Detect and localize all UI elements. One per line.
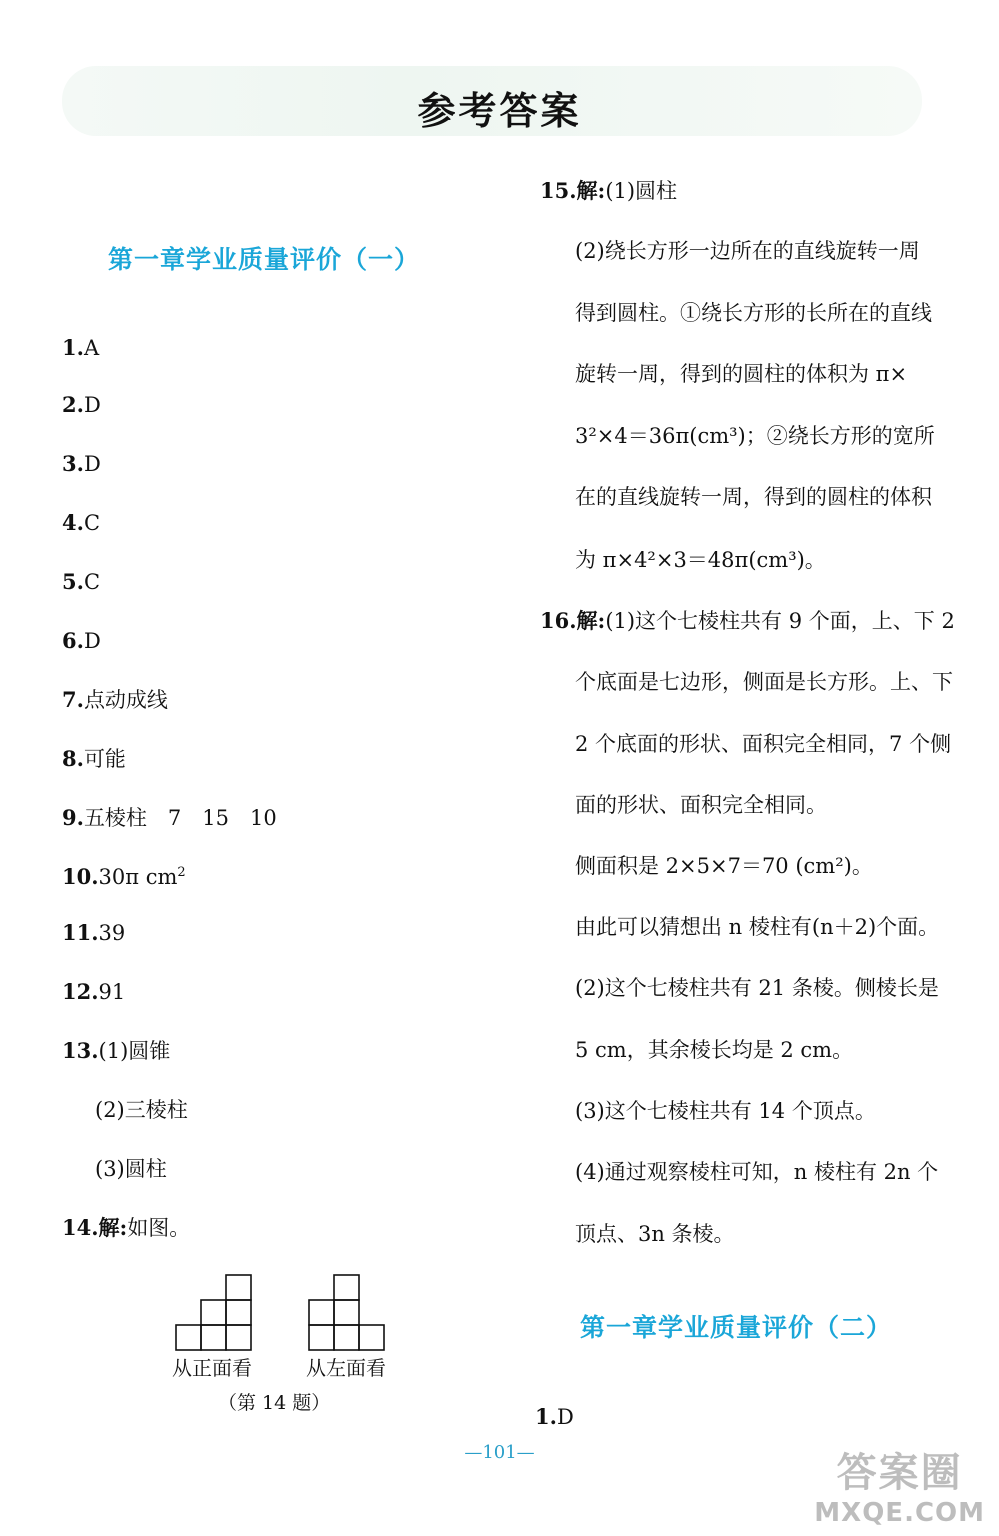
- answer-15-line: 得到圆柱。①绕长方形的长所在的直线: [575, 301, 932, 325]
- q14-figure: [160, 1268, 410, 1354]
- answer-4: 4.C: [62, 510, 101, 535]
- answer-ch1-2-1: 1.D: [535, 1404, 574, 1429]
- answer-16-line: 顶点、3n 条棱。: [575, 1222, 735, 1246]
- answer-15-line: 在的直线旋转一周，得到的圆柱的体积: [575, 485, 932, 509]
- answer-16-line: (3)这个七棱柱共有 14 个顶点。: [575, 1099, 876, 1123]
- answer-10: 10.30π $cm^2$: [62, 864, 186, 889]
- answer-16-line: 个底面是七边形，侧面是长方形。上、下: [575, 670, 953, 694]
- answer-1: 1.A: [62, 335, 100, 360]
- watermark-logo: 答案圈 MXQE.COM: [814, 1450, 985, 1528]
- front-view-cube: [226, 1300, 251, 1325]
- left-view-cube: [334, 1325, 359, 1350]
- left-view-label: 从左面看: [306, 1356, 386, 1380]
- answer-12: 12.91: [62, 979, 126, 1004]
- answer-13-part-2: (2)三棱柱: [95, 1098, 188, 1122]
- answer-14: 14.解:如图。: [62, 1215, 191, 1240]
- answer-16-line: 面的形状、面积完全相同。: [575, 793, 827, 817]
- page-title: 参考答案: [417, 89, 582, 133]
- front-view-label: 从正面看: [172, 1356, 252, 1380]
- section-heading-2: 第一章学业质量评价（二）: [580, 1313, 893, 1342]
- answer-15-line: 为 π×4²×3＝48π(cm³)。: [575, 548, 826, 572]
- answer-8: 8.可能: [62, 746, 126, 771]
- answer-15-line: 旋转一周，得到的圆柱的体积为 π×: [575, 362, 908, 386]
- front-view-cube: [226, 1325, 251, 1350]
- left-view-cube: [309, 1300, 334, 1325]
- answer-16-line: 由此可以猜想出 n 棱柱有(n＋2)个面。: [575, 915, 940, 939]
- left-view-cube: [309, 1325, 334, 1350]
- answer-15: 15.解:(1)圆柱: [540, 178, 678, 203]
- page-number: —101—: [464, 1442, 535, 1463]
- answer-7: 7.点动成线: [62, 687, 168, 712]
- section-heading-1: 第一章学业质量评价（一）: [108, 245, 421, 274]
- answer-13: 13.(1)圆锥: [62, 1038, 171, 1063]
- answer-16-line: 侧面积是 2×5×7＝70 (cm²)。: [575, 854, 873, 878]
- answer-3: 3.D: [62, 451, 101, 476]
- answer-13-part-3: (3)圆柱: [95, 1157, 167, 1181]
- answer-16-line: (4)通过观察棱柱可知，n 棱柱有 2n 个: [575, 1160, 939, 1184]
- answer-16: 16.解:(1)这个七棱柱共有 9 个面，上、下 2: [540, 608, 955, 633]
- answer-9: 9.五棱柱 7 15 10: [62, 805, 277, 830]
- answer-15-line: 3²×4＝36π(cm³)；②绕长方形的宽所: [575, 424, 935, 448]
- answer-6: 6.D: [62, 628, 101, 653]
- answer-15-line: (2)绕长方形一边所在的直线旋转一周: [575, 239, 920, 263]
- front-view-cube: [176, 1325, 201, 1350]
- left-view-cube: [359, 1325, 384, 1350]
- left-view-cube: [334, 1275, 359, 1300]
- answer-16-line: 5 cm，其余棱长均是 2 cm。: [575, 1038, 854, 1062]
- figure-caption: （第 14 题）: [218, 1392, 331, 1414]
- answer-2: 2.D: [62, 392, 101, 417]
- answer-11: 11.39: [62, 920, 126, 945]
- front-view-cube: [201, 1300, 226, 1325]
- left-view-cube: [334, 1300, 359, 1325]
- answer-16-line: (2)这个七棱柱共有 21 条棱。侧棱长是: [575, 976, 939, 1000]
- front-view-cube: [226, 1275, 251, 1300]
- front-view-cube: [201, 1325, 226, 1350]
- answer-5: 5.C: [62, 569, 101, 594]
- answer-16-line: 2 个底面的形状、面积完全相同，7 个侧: [575, 732, 952, 756]
